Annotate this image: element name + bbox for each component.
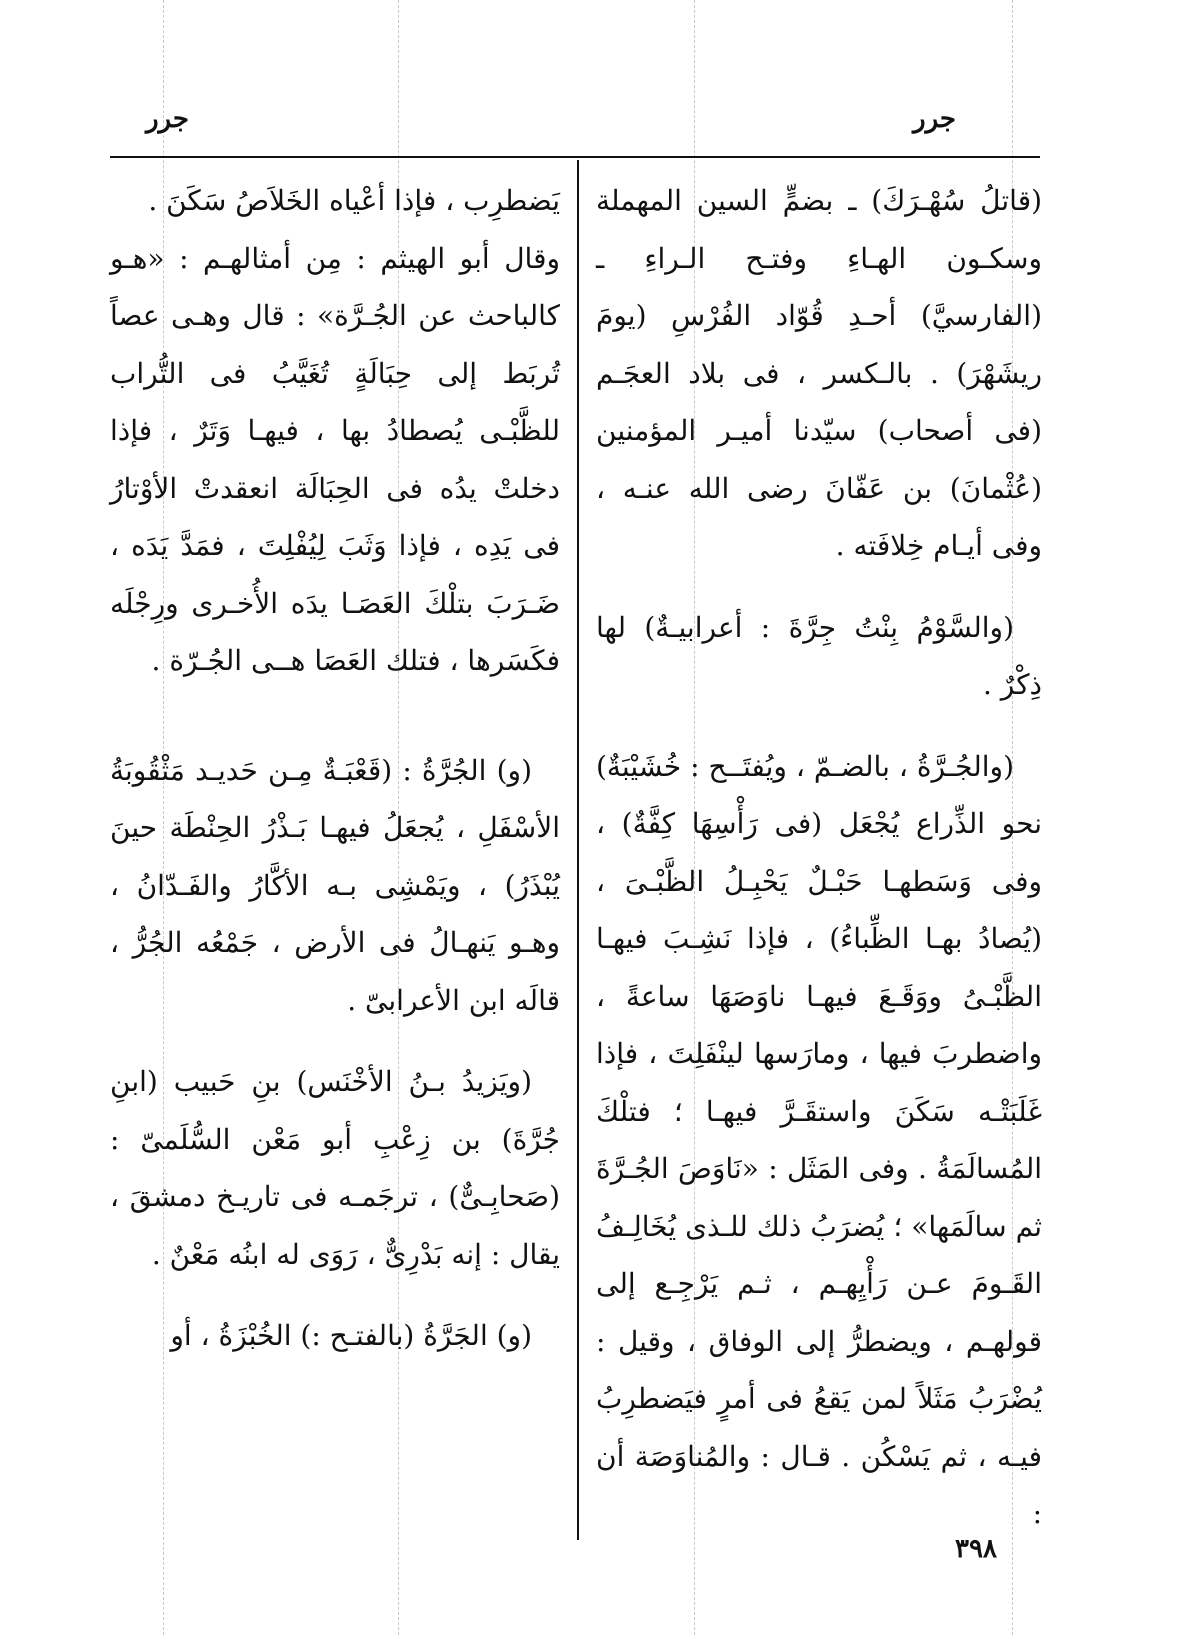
left-column [110,172,560,1365]
entry-paragraph: (و) الجَرَّةُ (بالفتـح :) الخُبْزَةُ ، أو [170,1319,532,1352]
entry-paragraph: (و) الجُرَّةُ : (قَعْبَـةٌ مِـن حَديـد مَثْقُوبَةُ الأسْفَلِ ، يُجعَلُ فيهـا بَـذْرُ الحِنْطَة حينَ يُبْذَرُ) ، ويَمْشِى بـه الأكَّارُ والفَـدّانُ ، وهـو يَنهـالُ فى الأرض ، جَمْعُه الجُرُّ ، قالَه ابن الأعرابىّ . [110,753,560,1017]
entry-paragraph: (والسَّوْمُ بِنْتُ جِرَّةَ : أعرابيـةٌ) لها ذِكْرٌ . [596,610,1042,701]
running-header-left: جرر [146,104,189,134]
page-number: ٣٩٨ [955,1534,997,1564]
entry-paragraph: يَضطرِب ، فإذا أعْياه الخَلاَصُ سَكَنَ . [148,184,560,217]
running-header-right: جرر [913,104,956,134]
entry-paragraph: وقال أبو الهيثم : مِن أمثالهـم : «هـو كالباحث عن الجُـرَّة» : قال وهـى عصاً تُربَط إلى حِبَالَةٍ تُغَيَّبُ فى التُّراب للظَّبْـى يُصطادُ بها ، فيهـا وَتَرٌ ، فإذا دخلتْ يدُه فى الحِبَالَة انعقدتْ الأوْتارُ فى يَدِه ، فإذا وَثَبَ لِيُفْلِتَ ، فمَدَّ يَدَه ، ضَـرَبَ بتلْكَ العَصَـا يدَه الأُخـرى ورِجْلَه فكَسَرها ، فتلك العَصَا هــى الجُـرّة . [110,241,560,677]
header-rule [110,156,1040,158]
entry-paragraph: (والجُـرَّةُ ، بالضـمّ ، ويُفتَــح : خُشَيْبَةٌ) نحو الذِّراع يُجْعَل (فى رَأْسِهَا كِفَّةٌ) ، وفى وَسَطهـا حَبْـلٌ يَحْبِـلُ الظَّبْـىَ ، (يُصادُ بهـا الظِّباءُ) ، فإذا نَشِـبَ فيهـا الظَّبْـىُ ووَقَـعَ فيهـا ناوَصَهَا ساعةً ، واضطربَ فيها ، ومارَسها لينْفَلِتَ ، فإذا غَلَبَتْـه سَكَنَ واستقَـرَّ فيهـا ؛ فتلْكَ المُسالَمَةُ . وفى المَثَل : «نَاوَصَ الجُـرَّةَ ثم سالَمَها» ؛ يُضرَبُ ذلك للـذى يُخَالِـفُ القَـومَ عـن رَأْيِهـم ، ثـم يَرْجِـع إلى قولهـم ، ويضطرُّ إلى الوفاق ، وقيل : يُضْرَبُ مَثَلاً لمن يَقعُ فى أمرٍ فيَضطرِبُ فيـه ، ثم يَسْكُن . قـال : والمُناوَصَة أن : [596,749,1042,1530]
entry-paragraph: (قاتلُ سُهْـرَكَ) ـ بضمٍّ السين المهملة وسكـون الهـاءِ وفتـح الـراءِ ـ (الفارسيَّ) أحـدِ قُوّاد الفُرْسِ (يومَ ريشَهْرَ) . بالـكسر ، فى بلاد العجَـم (فى أصحاب) سيّدنا أميـر المؤمنين (عُثْمانَ) بن عَفّانَ رضى الله عنـه ، وفى أيـام خِلافَته . [596,184,1042,562]
right-column [596,172,1042,1543]
entry-paragraph: (ويَزيدُ بـنُ الأخْنَس) بنِ حَبيب (ابنِ جُرَّةَ) بن زِعْبِ أبو مَعْن السُّلَمىّ : (صَحابِـىٌّ) ، ترجَمـه فى تاريـخ دمشقَ ، يقال : إنه بَدْرِىٌّ ، رَوَى له ابنُه مَعْنٌ . [110,1065,560,1271]
column-divider [577,160,579,1540]
